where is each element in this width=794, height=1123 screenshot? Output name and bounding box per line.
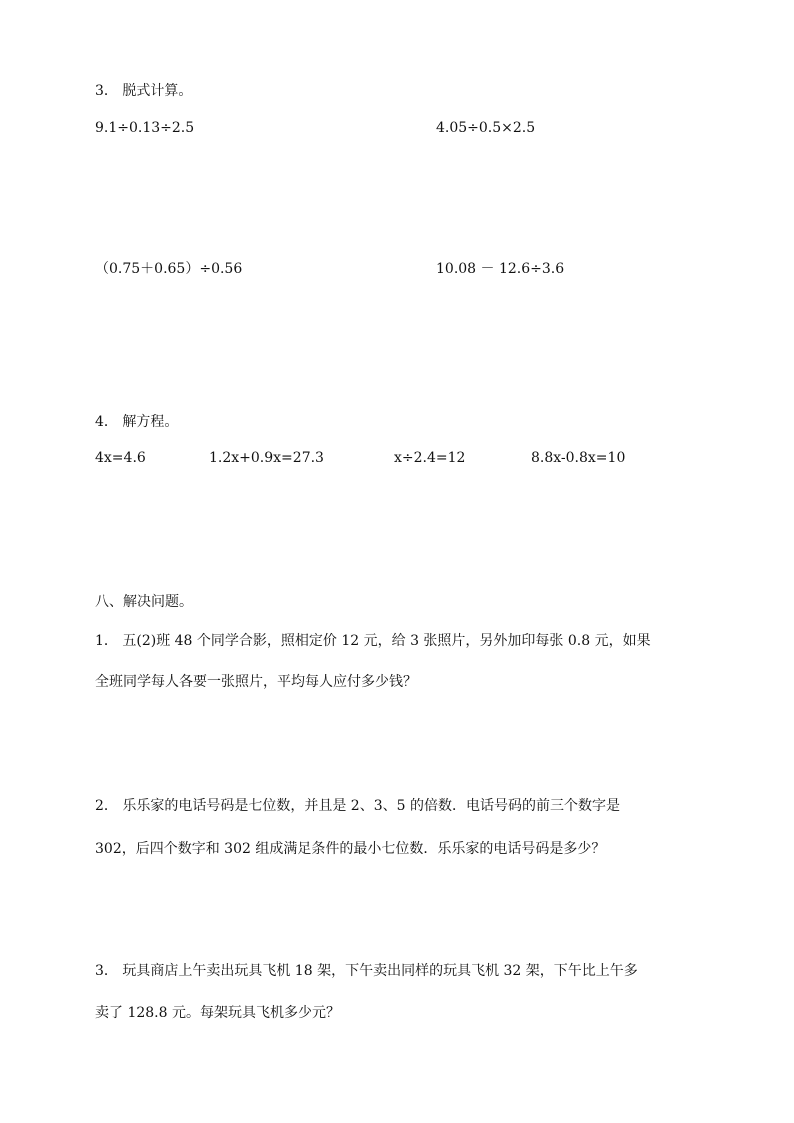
equation-2: 1.2x+0.9x=27.3 (209, 450, 324, 466)
word-problem-3-line-1: 3． 玩具商店上午卖出玩具飞机 18 架，下午卖出同样的玩具飞机 32 架，下午比上午多 (95, 963, 638, 979)
calc-problem-2: 4.05÷0.5×2.5 (436, 120, 536, 136)
section-3-title: 3． 脱式计算。 (95, 83, 193, 99)
word-problem-2-line-2: 302，后四个数字和 302 组成满足条件的最小七位数．乐乐家的电话号码是多少？ (95, 841, 606, 857)
equation-3: x÷2.4=12 (394, 450, 466, 466)
section-8-title: 八、解决问题。 (95, 594, 193, 610)
calc-problem-4: 10.08 － 12.6÷3.6 (436, 261, 565, 277)
equation-1: 4x=4.6 (95, 450, 146, 466)
equation-4: 8.8x-0.8x=10 (531, 450, 626, 466)
calc-problem-3: （0.75＋0.65）÷0.56 (95, 261, 243, 277)
section-4-title: 4． 解方程。 (95, 414, 179, 430)
word-problem-1-line-2: 全班同学每人各要一张照片，平均每人应付多少钱？ (95, 674, 417, 690)
word-problem-2-line-1: 2． 乐乐家的电话号码是七位数，并且是 2、3、5 的倍数．电话号码的前三个数字是 (95, 798, 620, 814)
calc-problem-1: 9.1÷0.13÷2.5 (95, 120, 195, 136)
word-problem-1-line-1: 1． 五(2)班 48 个同学合影，照相定价 12 元，给 3 张照片，另外加印每张 0.8 元，如果 (95, 633, 651, 649)
word-problem-3-line-2: 卖了 128.8 元。每架玩具飞机多少元？ (95, 1005, 340, 1021)
